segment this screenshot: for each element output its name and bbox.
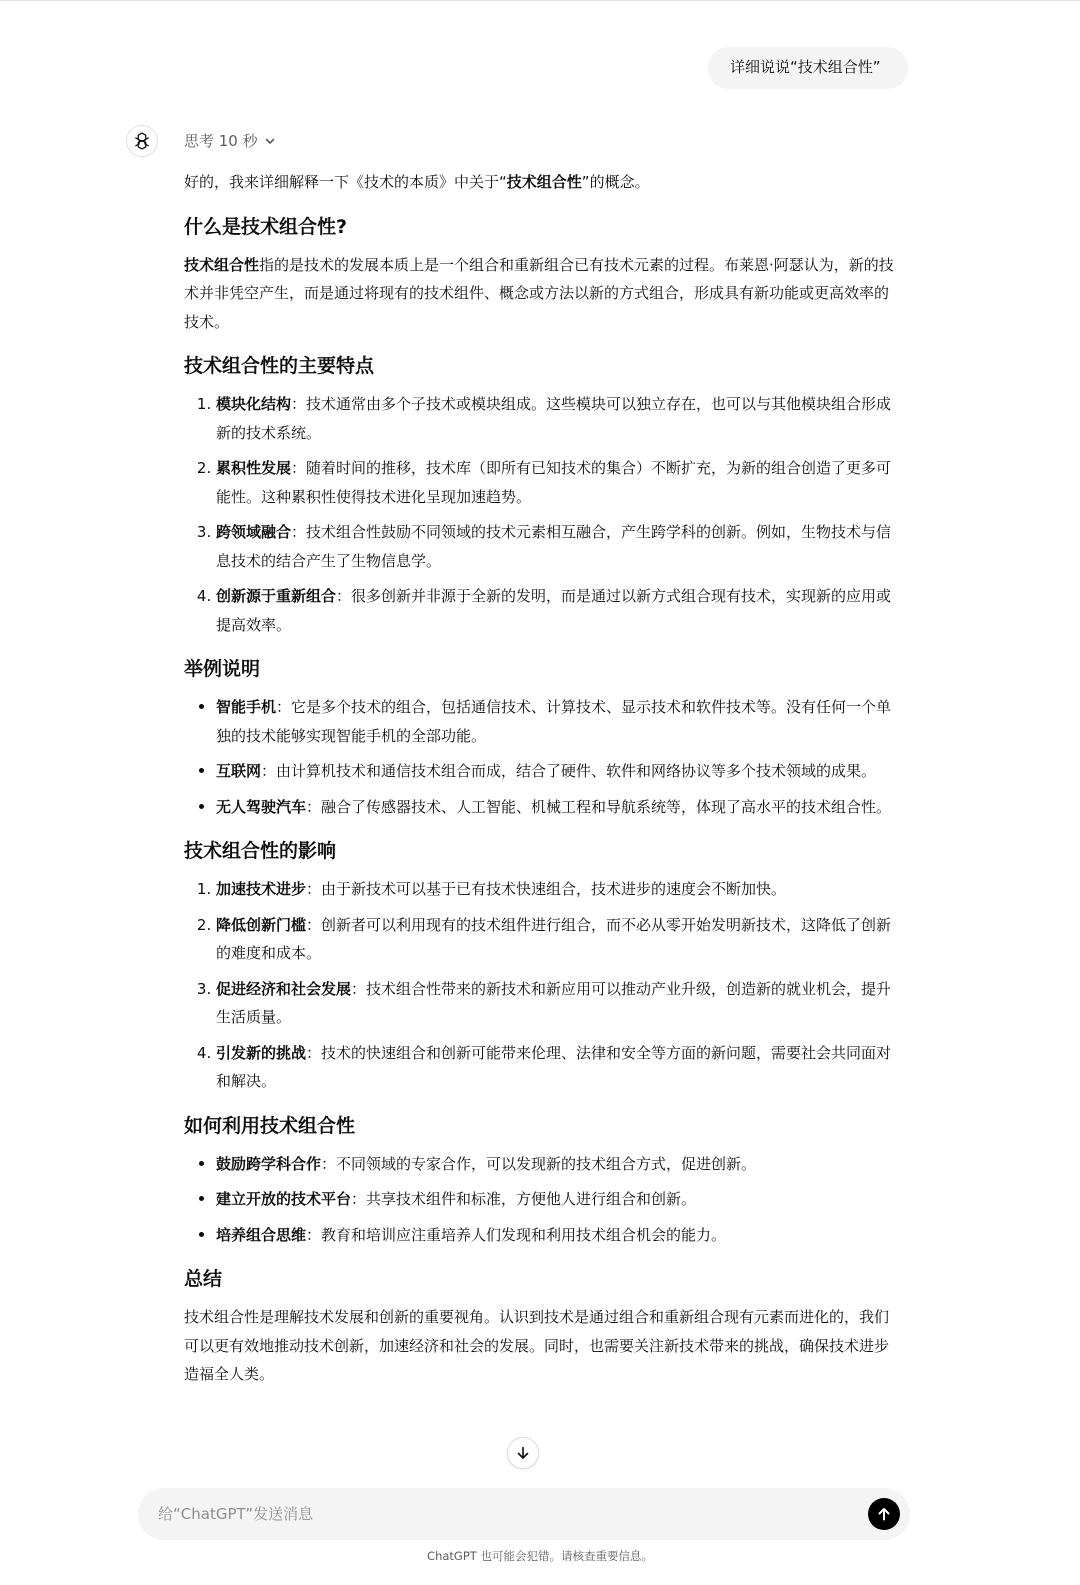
section-heading: 总结	[184, 1268, 223, 1290]
send-button[interactable]	[868, 1498, 900, 1530]
user-message-bubble: 详细说说“技术组合性”	[708, 47, 908, 89]
section-heading: 举例说明	[184, 658, 261, 680]
list-item: 4. 创新源于重新组合：很多创新并非源于全新的发明，而是通过以新方式组合现有技术，实现新的应用或提高效率。	[216, 582, 900, 639]
list-item: 4. 引发新的挑战：技术的快速组合和创新可能带来伦理、法律和安全等方面的新问题，需要社会共同面对和解决。	[216, 1039, 900, 1096]
list-item: 3. 跨领域融合：技术组合性鼓励不同领域的技术元素相互融合，产生跨学科的创新。例如，生物技术与信息技术的结合产生了生物信息学。	[216, 518, 900, 575]
section-heading: 如何利用技术组合性	[184, 1114, 356, 1137]
list-item: 2. 降低创新门槛：创新者可以利用现有的技术组件进行组合，而不必从零开始发明新技术，这降低了创新的难度和成本。	[216, 911, 900, 968]
list-item: 1. 加速技术进步：由于新技术可以基于已有技术快速组合，技术进步的速度会不断加快。	[216, 875, 900, 904]
section-heading: 什么是技术组合性?	[184, 215, 348, 238]
list-item: • 鼓励跨学科合作：不同领域的专家合作，可以发现新的技术组合方式，促进创新。	[216, 1150, 900, 1179]
list-item: 3. 促进经济和社会发展：技术组合性带来的新技术和新应用可以推动产业升级，创造新的就业机会，提升生活质量。	[216, 975, 900, 1032]
list-item: 2. 累积性发展：随着时间的推移，技术库（即所有已知技术的集合）不断扩充，为新的组合创造了更多可能性。这种累积性使得技术进化呈现加速趋势。	[216, 454, 900, 511]
list-item: • 智能手机：它是多个技术的组合，包括通信技术、计算技术、显示技术和软件技术等。没有任何一个单独的技术能够实现智能手机的全部功能。	[216, 693, 900, 750]
thinking-toggle[interactable]	[184, 130, 276, 151]
chevron-down-icon	[264, 135, 276, 147]
assistant-message	[184, 168, 900, 1389]
assistant-avatar	[126, 125, 158, 157]
usage-list	[184, 1150, 900, 1250]
list-item: 1. 模块化结构：技术通常由多个子技术或模块组成。这些模块可以独立存在，也可以与其他模块组合形成新的技术系统。	[216, 390, 900, 447]
list-item: • 建立开放的技术平台：共享技术组件和标准，方便他人进行组合和创新。	[216, 1185, 900, 1214]
list-item: • 培养组合思维：教育和培训应注重培养人们发现和利用技术组合机会的能力。	[216, 1221, 900, 1250]
scroll-to-bottom-button[interactable]	[507, 1437, 539, 1469]
thinking-label: 思考 10 秒	[184, 132, 258, 150]
summary-paragraph: 技术组合性是理解技术发展和创新的重要视角。认识到技术是通过组合和重新组合现有元素而进化的，我们可以更有效地推动技术创新，加速经济和社会的发展。同时，也需要关注新技术带来的挑战，确保技术进步造福全人类。	[184, 1308, 890, 1383]
section-paragraph: 技术组合性指的是技术的发展本质上是一个组合和重新组合已有技术元素的过程。布莱恩·阿瑟认为，新的技术并非凭空产生，而是通过将现有的技术组件、概念或方法以新的方式组合，形成具有新功能或更高效率的技术。	[184, 255, 894, 331]
examples-list	[184, 693, 900, 821]
section-heading: 技术组合性的影响	[184, 840, 337, 862]
disclaimer-text: ChatGPT 也可能会犯错。请核查重要信息。	[427, 1549, 653, 1563]
message-composer	[138, 1488, 910, 1540]
openai-logo-icon	[132, 131, 152, 151]
section-heading: 技术组合性的主要特点	[184, 355, 375, 377]
arrow-down-icon	[515, 1445, 531, 1461]
top-divider	[0, 0, 1080, 1]
impacts-list	[184, 875, 900, 1096]
intro-paragraph: 好的，我来详细解释一下《技术的本质》中关于“技术组合性”的概念。	[184, 173, 650, 191]
arrow-up-icon	[876, 1506, 892, 1522]
list-item: • 互联网：由计算机技术和通信技术组合而成，结合了硬件、软件和网络协议等多个技术领域的成果。	[216, 757, 900, 786]
message-input[interactable]	[158, 1488, 848, 1540]
list-item: • 无人驾驶汽车：融合了传感器技术、人工智能、机械工程和导航系统等，体现了高水平的技术组合性。	[216, 793, 900, 822]
features-list	[184, 390, 900, 639]
